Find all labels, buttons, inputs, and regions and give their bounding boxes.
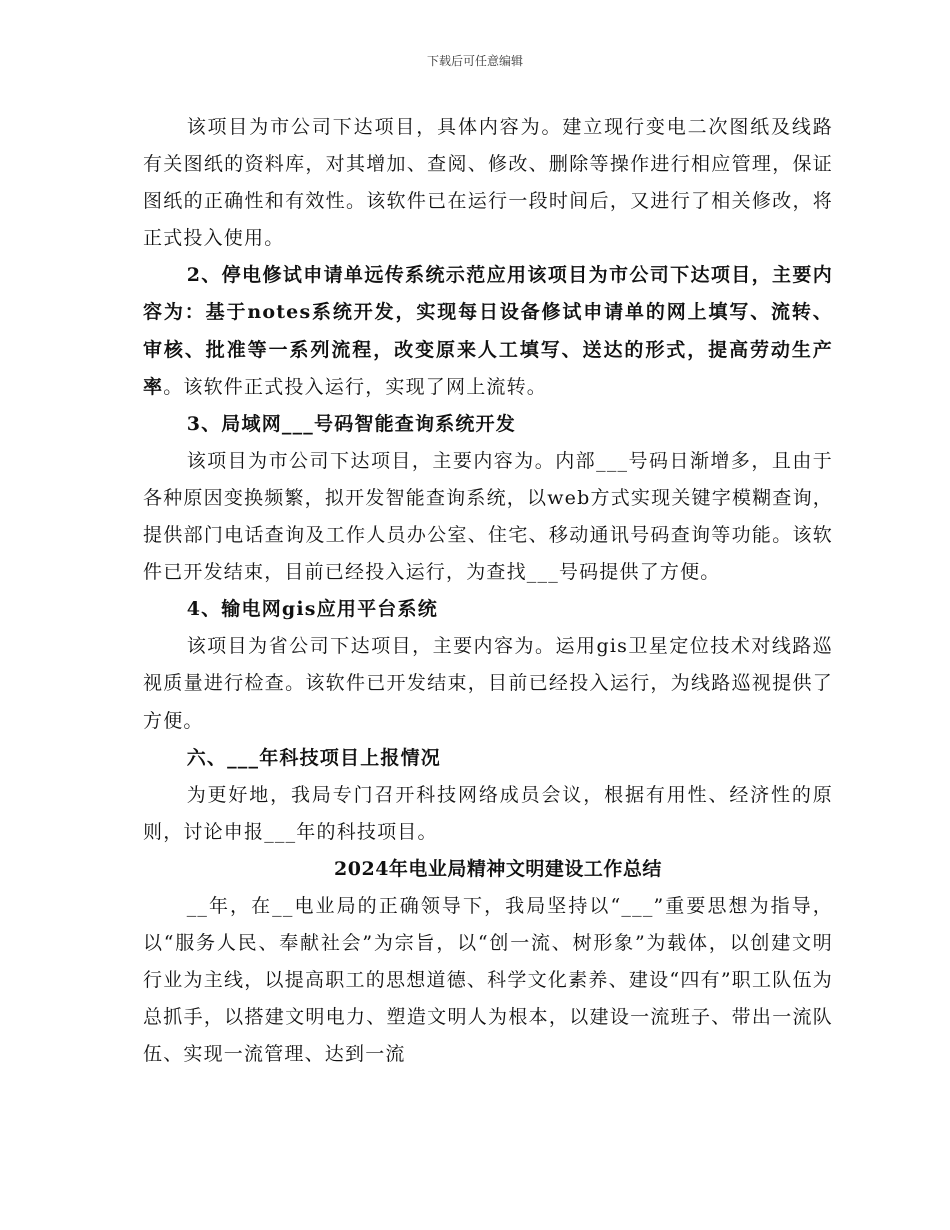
project-2-bold-text: 2、停电修试申请单远传系统示范应用该项目为市公司下达项目，主要内容为：基于notes系统开发，实现每日设备修试申请单的网上填写、流转、审核、批准等一系列流程，改变原来人工填写、送达的形式，提高劳动生产率 [143,264,833,398]
document-title: 2024年电业局精神文明建设工作总结 [334,857,662,880]
project-2-rest-text: 。该软件正式投入运行，实现了网上流转。 [163,375,548,398]
paragraph-project-3: 该项目为市公司下达项目，主要内容为。内部___号码日渐增多，且由于各种原因变换频繁，拟开发智能查询系统，以web方式实现关键字模糊查询，提供部门电话查询及工作人员办公室、住宅、移动通讯号码查询等功能。该软件已开发结束，目前已经投入运行，为查找___号码提供了方便。 [143,449,833,584]
page-header: 下载后可任意编辑 [426,54,523,68]
heading-section-6: 六、___年科技项目上报情况 [186,746,441,769]
paragraph-project-4: 该项目为省公司下达项目，主要内容为。运用gis卫星定位技术对线路巡视质量进行检查。该软件已开发结束，目前已经投入运行，为线路巡视提供了方便。 [143,635,833,732]
heading-project-4: 4、输电网gis应用平台系统 [186,598,438,621]
paragraph-project-1: 该项目为市公司下达项目，具体内容为。建立现行变电二次图纸及线路有关图纸的资料库，对其增加、查阅、修改、删除等操作进行相应管理，保证图纸的正确性和有效性。该软件已在运行一段时间后，又进行了相关修改，将正式投入使用。 [143,116,833,250]
document-body [143,109,833,1073]
paragraph-project-2 [143,257,833,405]
paragraph-section-6: 为更好地，我局专门召开科技网络成员会议，根据有用性、经济性的原则，讨论申报___年的科技项目。 [143,783,833,843]
paragraph-summary: __年，在__电业局的正确领导下，我局坚持以“___”重要思想为指导，以“服务人民、奉献社会”为宗旨，以“创一流、树形象”为载体，以创建文明行业为主线，以提高职工的思想道德、科学文化素养、建设“四有”职工队伍为总抓手，以搭建文明电力、塑造文明人为根本，以建设一流班子、带出一流队伍、实现一流管理、达到一流 [143,894,833,1066]
heading-project-3: 3、局域网___号码智能查询系统开发 [186,412,517,435]
